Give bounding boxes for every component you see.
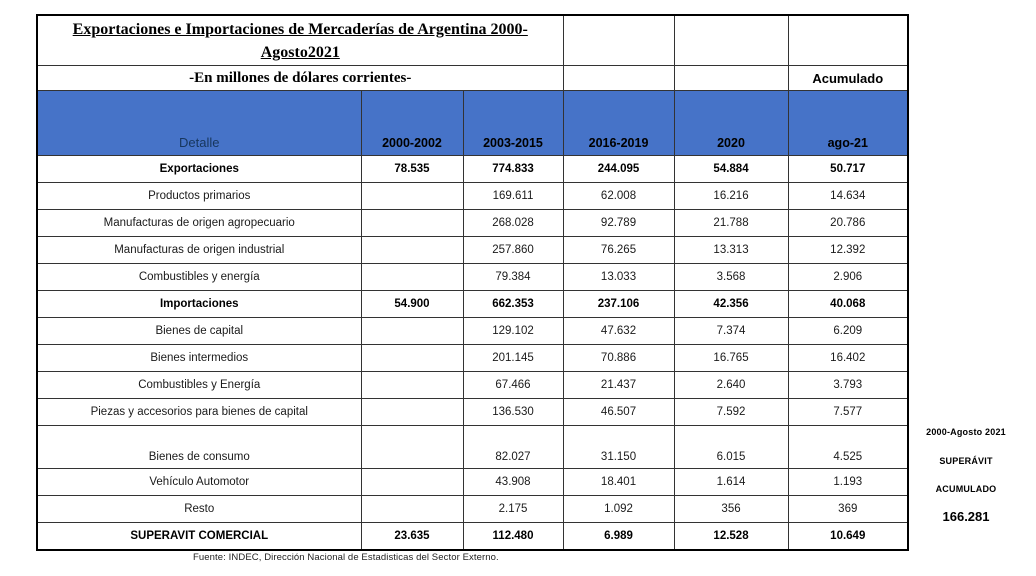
value-cell: 268.028: [463, 210, 563, 237]
table-title: [37, 15, 563, 66]
value-cell: 237.106: [563, 291, 674, 318]
value-cell: 18.401: [563, 469, 674, 496]
table-row: [37, 318, 908, 345]
source-note: Fuente: INDEC, Dirección Nacional de Estadisticas del Sector Externo.: [193, 552, 499, 563]
value-cell: 21.788: [674, 210, 788, 237]
value-cell: 6.015: [674, 426, 788, 469]
value-cell: 356: [674, 496, 788, 523]
value-cell: 12.528: [674, 523, 788, 551]
acumulado-label: Acumulado: [788, 66, 908, 91]
row-label: Piezas y accesorios para bienes de capital: [37, 399, 361, 426]
value-cell: 129.102: [463, 318, 563, 345]
value-cell: 662.353: [463, 291, 563, 318]
value-cell: 6.989: [563, 523, 674, 551]
table-row: [37, 210, 908, 237]
empty-cell: [674, 15, 788, 66]
row-label: Bienes de consumo: [37, 426, 361, 469]
value-cell: 3.568: [674, 264, 788, 291]
empty-cell: [788, 15, 908, 66]
side-note: [907, 418, 1025, 530]
row-label: Vehículo Automotor: [37, 469, 361, 496]
value-cell: 16.402: [788, 345, 908, 372]
value-cell: 23.635: [361, 523, 463, 551]
row-label: Combustibles y energía: [37, 264, 361, 291]
table-row: [37, 399, 908, 426]
column-header-row: [37, 91, 908, 156]
side-note-period: 2000-Agosto 2021: [926, 427, 1006, 437]
value-cell: 244.095: [563, 156, 674, 183]
row-label: Bienes de capital: [37, 318, 361, 345]
value-cell: 112.480: [463, 523, 563, 551]
value-cell: [361, 469, 463, 496]
column-header-2003-2015: 2003-2015: [463, 91, 563, 156]
table-row: [37, 183, 908, 210]
row-label: Manufacturas de origen agropecuario: [37, 210, 361, 237]
value-cell: 16.765: [674, 345, 788, 372]
value-cell: 62.008: [563, 183, 674, 210]
value-cell: [361, 496, 463, 523]
value-cell: 136.530: [463, 399, 563, 426]
value-cell: 2.175: [463, 496, 563, 523]
value-cell: 50.717: [788, 156, 908, 183]
row-label: Importaciones: [37, 291, 361, 318]
value-cell: 7.592: [674, 399, 788, 426]
table-title-line1: Exportaciones e Importaciones de Mercaderías de Argentina 2000-: [72, 20, 528, 38]
value-cell: [361, 345, 463, 372]
table-row: [37, 264, 908, 291]
value-cell: [361, 183, 463, 210]
value-cell: [361, 399, 463, 426]
column-header-2020: 2020: [674, 91, 788, 156]
value-cell: 10.649: [788, 523, 908, 551]
value-cell: 1.092: [563, 496, 674, 523]
table-row: [37, 156, 908, 183]
table-row: [37, 426, 908, 469]
value-cell: 40.068: [788, 291, 908, 318]
table-row: [37, 237, 908, 264]
empty-cell: [563, 15, 674, 66]
value-cell: [361, 318, 463, 345]
subtitle-row: [37, 66, 908, 91]
value-cell: 46.507: [563, 399, 674, 426]
value-cell: 82.027: [463, 426, 563, 469]
value-cell: 16.216: [674, 183, 788, 210]
value-cell: 78.535: [361, 156, 463, 183]
value-cell: 47.632: [563, 318, 674, 345]
table-body: [37, 156, 908, 551]
row-label: Bienes intermedios: [37, 345, 361, 372]
value-cell: 31.150: [563, 426, 674, 469]
value-cell: 1.614: [674, 469, 788, 496]
value-cell: 92.789: [563, 210, 674, 237]
value-cell: 54.900: [361, 291, 463, 318]
value-cell: 67.466: [463, 372, 563, 399]
side-note-superavit: SUPERÁVIT: [939, 455, 993, 466]
value-cell: 70.886: [563, 345, 674, 372]
value-cell: 257.860: [463, 237, 563, 264]
column-header-ago-21: ago-21: [788, 91, 908, 156]
side-note-acumulado: ACUMULADO: [935, 484, 997, 494]
value-cell: 169.611: [463, 183, 563, 210]
table-subtitle: -En millones de dólares corrientes-: [37, 66, 563, 91]
value-cell: 369: [788, 496, 908, 523]
value-cell: 2.640: [674, 372, 788, 399]
value-cell: [361, 372, 463, 399]
value-cell: 42.356: [674, 291, 788, 318]
value-cell: 1.193: [788, 469, 908, 496]
table-row: [37, 523, 908, 551]
value-cell: 43.908: [463, 469, 563, 496]
table-row: [37, 291, 908, 318]
value-cell: 13.313: [674, 237, 788, 264]
trade-table: [36, 14, 909, 551]
empty-cell: [674, 66, 788, 91]
column-header-2000-2002: 2000-2002: [361, 91, 463, 156]
title-row: [37, 15, 908, 66]
value-cell: 7.577: [788, 399, 908, 426]
row-label: Combustibles y Energía: [37, 372, 361, 399]
value-cell: 4.525: [788, 426, 908, 469]
row-label: Manufacturas de origen industrial: [37, 237, 361, 264]
value-cell: [361, 210, 463, 237]
value-cell: 21.437: [563, 372, 674, 399]
table-row: [37, 345, 908, 372]
value-cell: 6.209: [788, 318, 908, 345]
column-header-2016-2019: 2016-2019: [563, 91, 674, 156]
value-cell: 14.634: [788, 183, 908, 210]
value-cell: [361, 426, 463, 469]
value-cell: 3.793: [788, 372, 908, 399]
value-cell: [361, 264, 463, 291]
table-row: [37, 372, 908, 399]
row-label: Exportaciones: [37, 156, 361, 183]
value-cell: 20.786: [788, 210, 908, 237]
value-cell: 12.392: [788, 237, 908, 264]
value-cell: 774.833: [463, 156, 563, 183]
value-cell: 201.145: [463, 345, 563, 372]
value-cell: 76.265: [563, 237, 674, 264]
empty-cell: [563, 66, 674, 91]
value-cell: 13.033: [563, 264, 674, 291]
value-cell: 7.374: [674, 318, 788, 345]
row-label: Productos primarios: [37, 183, 361, 210]
table-row: [37, 469, 908, 496]
table-title-line2: Agosto2021: [260, 43, 340, 61]
value-cell: 2.906: [788, 264, 908, 291]
column-header-detalle: Detalle: [37, 91, 361, 156]
row-label: SUPERAVIT COMERCIAL: [37, 523, 361, 551]
value-cell: [361, 237, 463, 264]
value-cell: 79.384: [463, 264, 563, 291]
table-row: [37, 496, 908, 523]
value-cell: 54.884: [674, 156, 788, 183]
row-label: Resto: [37, 496, 361, 523]
side-note-value: 166.281: [942, 508, 990, 524]
